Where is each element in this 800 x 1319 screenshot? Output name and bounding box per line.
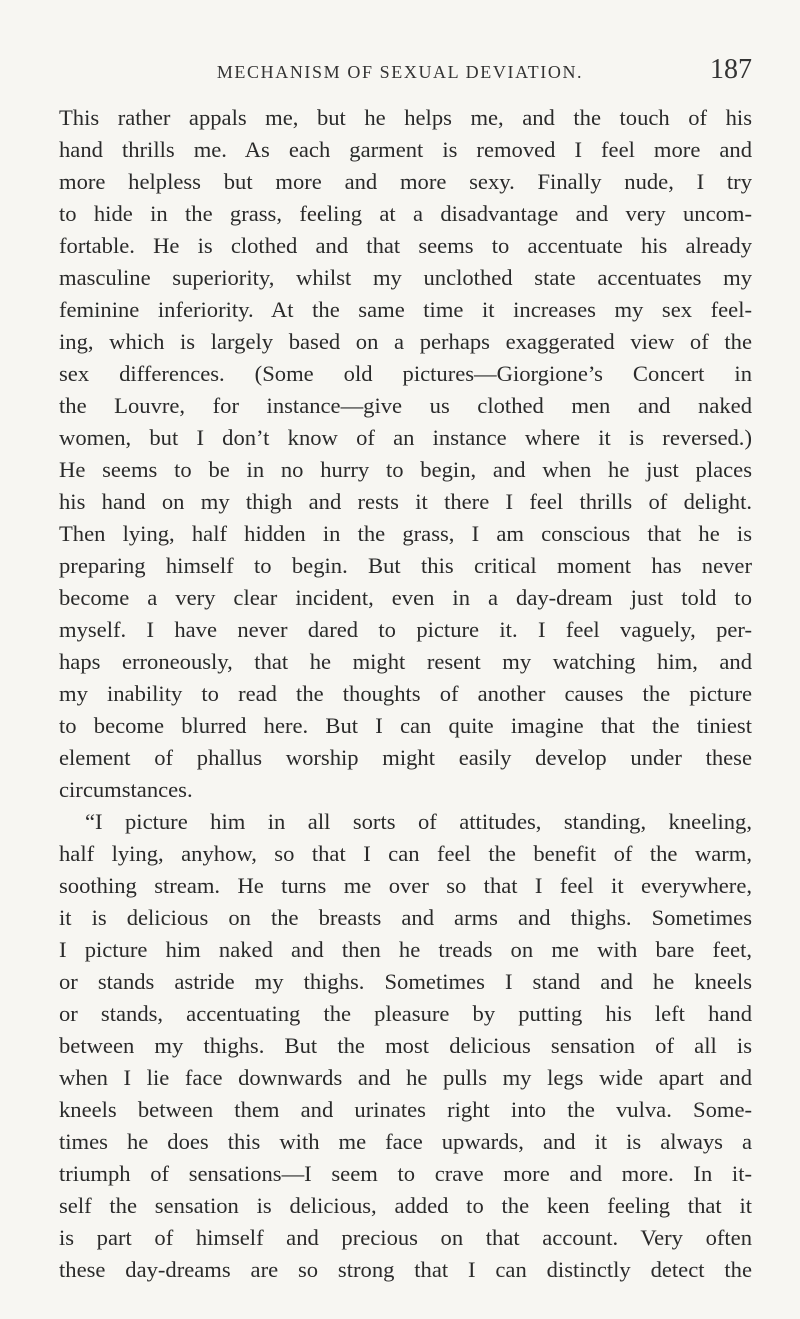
text-line: to hide in the grass, feeling at a disadvantage and very uncom-: [59, 201, 752, 226]
text-line: these day-dreams are so strong that I can distinctly detect the: [59, 1257, 752, 1282]
text-line: haps erroneously, that he might resent my watching him, and: [59, 649, 752, 674]
text-line: my inability to read the thoughts of another causes the picture: [59, 681, 752, 706]
text-line: preparing himself to begin. But this critical moment has never: [59, 553, 752, 578]
text-line: Then lying, half hidden in the grass, I am conscious that he is: [59, 521, 752, 546]
paragraph-1: [59, 102, 752, 806]
text-line: the Louvre, for instance—give us clothed men and naked: [59, 393, 752, 418]
text-line: triumph of sensations—I seem to crave more and more. In it-: [59, 1161, 752, 1186]
text-line: hand thrills me. As each garment is removed I feel more and: [59, 137, 752, 162]
text-line: women, but I don’t know of an instance where it is reversed.): [59, 425, 752, 450]
text-line: it is delicious on the breasts and arms and thighs. Sometimes: [59, 905, 752, 930]
text-line: masculine superiority, whilst my unclothed state accentuates my: [59, 265, 752, 290]
text-line: become a very clear incident, even in a day-dream just told to: [59, 585, 752, 610]
body-text: [59, 102, 752, 1286]
text-line: myself. I have never dared to picture it. I feel vaguely, per-: [59, 617, 752, 642]
text-line: when I lie face downwards and he pulls my legs wide apart and: [59, 1065, 752, 1090]
text-line: self the sensation is delicious, added to the keen feeling that it: [59, 1193, 752, 1218]
text-line: times he does this with me face upwards, and it is always a: [59, 1129, 752, 1154]
text-line: circumstances.: [59, 777, 193, 802]
text-line: “I picture him in all sorts of attitudes, standing, kneeling,: [85, 809, 752, 834]
text-line: or stands, accentuating the pleasure by putting his left hand: [59, 1001, 752, 1026]
text-line: This rather appals me, but he helps me, and the touch of his: [59, 105, 752, 130]
text-line: sex differences. (Some old pictures—Giorgione’s Concert in: [59, 361, 752, 386]
text-line: fortable. He is clothed and that seems to accentuate his already: [59, 233, 752, 258]
running-head: [0, 54, 800, 90]
paragraph-2: [59, 806, 752, 1286]
text-line: soothing stream. He turns me over so that I feel it everywhere,: [59, 873, 752, 898]
text-line: is part of himself and precious on that account. Very often: [59, 1225, 752, 1250]
text-line: or stands astride my thighs. Sometimes I stand and he kneels: [59, 969, 752, 994]
page-number: 187: [710, 54, 752, 85]
text-line: between my thighs. But the most delicious sensation of all is: [59, 1033, 752, 1058]
text-line: kneels between them and urinates right into the vulva. Some-: [59, 1097, 752, 1122]
text-line: feminine inferiority. At the same time it increases my sex feel-: [59, 297, 752, 322]
text-line: ing, which is largely based on a perhaps exaggerated view of the: [59, 329, 752, 354]
text-line: more helpless but more and more sexy. Finally nude, I try: [59, 169, 752, 194]
text-line: He seems to be in no hurry to begin, and when he just places: [59, 457, 752, 482]
text-line: element of phallus worship might easily develop under these: [59, 745, 752, 770]
text-line: half lying, anyhow, so that I can feel the benefit of the warm,: [59, 841, 752, 866]
text-line: I picture him naked and then he treads on me with bare feet,: [59, 937, 752, 962]
text-line: to become blurred here. But I can quite imagine that the tiniest: [59, 713, 752, 738]
text-line: his hand on my thigh and rests it there I feel thrills of delight.: [59, 489, 752, 514]
running-title: MECHANISM OF SEXUAL DEVIATION.: [216, 62, 584, 82]
